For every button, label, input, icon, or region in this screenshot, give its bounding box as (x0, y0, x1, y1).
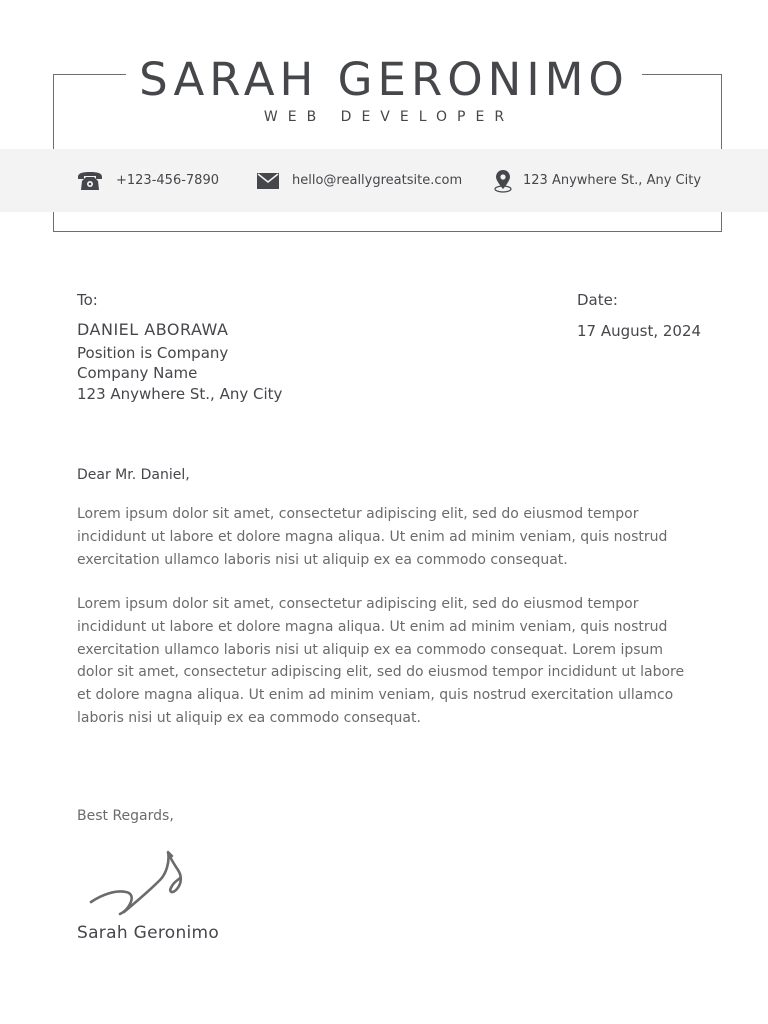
mail-icon (257, 173, 279, 189)
body-paragraph-1: Lorem ipsum dolor sit amet, consectetur adipiscing elit, sed do eiusmod tempor incididunt ut labore et dolore magna aliqua. Ut enim ad minim veniam, quis nostrud exercitation ullamco laboris nisi ut aliquip ex ea commodo consequat. (77, 506, 668, 568)
contact-phone (77, 149, 219, 212)
recipient-company: Company Name (77, 364, 198, 382)
closing: Best Regards, (77, 808, 174, 824)
contact-bar (0, 149, 768, 212)
phone-text: +123-456-7890 (116, 173, 219, 188)
recipient-position: Position is Company (77, 344, 229, 362)
date-label: Date: (577, 291, 618, 309)
letter-date: 17 August, 2024 (577, 322, 702, 340)
signature-image (88, 846, 188, 920)
contact-email (257, 149, 462, 212)
body-paragraph-2: Lorem ipsum dolor sit amet, consectetur adipiscing elit, sed do eiusmod tempor incididunt ut labore et dolore magna aliqua. Ut enim ad minim veniam, quis nostrud exercitation ullamco laboris nisi ut aliquip ex ea commodo consequat. Lorem ipsum dolor sit amet, consectetur adipiscing elit, sed do eiusmod tempor incididunt ut labore et dolore magna aliqua. Ut enim ad minim veniam, quis nostrud exercitation ullamco laboris nisi ut aliquip ex ea commodo consequat. (77, 596, 685, 726)
recipient-address: 123 Anywhere St., Any City (77, 385, 283, 403)
location-pin-icon (493, 169, 513, 193)
job-title: WEB DEVELOPER (263, 109, 515, 125)
phone-icon (77, 171, 103, 191)
applicant-name: SARAH GERONIMO (139, 53, 629, 106)
email-text: hello@reallygreatsite.com (292, 173, 463, 188)
address-text: 123 Anywhere St., Any City (523, 173, 702, 188)
greeting: Dear Mr. Daniel, (77, 467, 190, 483)
recipient-name: DANIEL ABORAWA (77, 320, 229, 339)
to-label: To: (77, 291, 98, 309)
contact-address (493, 149, 701, 212)
signer-name: Sarah Geronimo (77, 923, 220, 943)
